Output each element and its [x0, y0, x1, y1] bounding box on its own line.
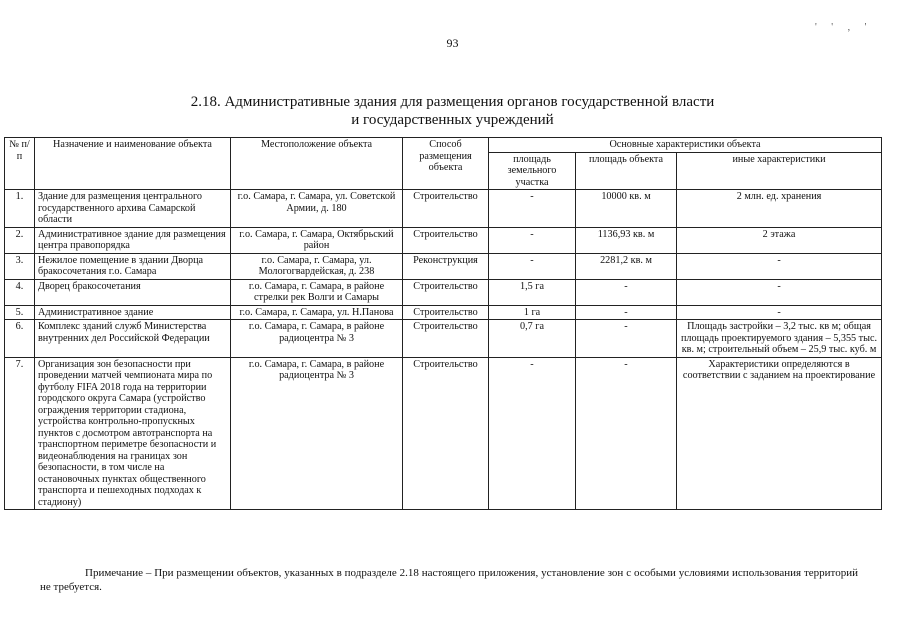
page-number: 93 [446, 36, 459, 50]
object-area: - [576, 279, 677, 305]
title-line-1: 2.18. Административные здания для размещения органов государственной власти [190, 94, 715, 110]
placement-method: Реконструкция [403, 253, 489, 279]
row-number: 6. [5, 320, 35, 358]
header-land-area: площадь земельного участка [489, 152, 576, 190]
land-area: - [489, 227, 576, 253]
row-number: 7. [5, 357, 35, 510]
objects-table [4, 137, 882, 510]
object-location: г.о. Самара, г. Самара, ул. Н.Панова [231, 305, 403, 320]
placement-method: Строительство [403, 320, 489, 358]
land-area: 0,7 га [489, 320, 576, 358]
other-characteristics: - [677, 279, 882, 305]
object-name: Дворец бракосочетания [35, 279, 231, 305]
section-title [0, 93, 905, 129]
object-name: Здание для размещения центрального государственного архива Самарской области [35, 190, 231, 228]
placement-method: Строительство [403, 190, 489, 228]
object-name: Нежилое помещение в здании Дворца бракосочетания г.о. Самара [35, 253, 231, 279]
title-line-2: и государственных учреждений [351, 112, 554, 128]
other-characteristics: Площадь застройки – 3,2 тыс. кв м; общая площадь проектируемого здания – 5,355 тыс. кв. м; строительный объем – 25,9 тыс. куб. м [677, 320, 882, 358]
object-name: Административное здание для размещения центра правопорядка [35, 227, 231, 253]
table-row [5, 357, 882, 510]
row-number: 3. [5, 253, 35, 279]
header-row-1 [5, 138, 882, 153]
placement-method: Строительство [403, 305, 489, 320]
object-location: г.о. Самара, г. Самара, Октябрьский район [231, 227, 403, 253]
row-number: 2. [5, 227, 35, 253]
placement-method: Строительство [403, 279, 489, 305]
table-row [5, 253, 882, 279]
placement-method: Строительство [403, 357, 489, 510]
table-row [5, 227, 882, 253]
object-name: Комплекс зданий служб Министерства внутренних дел Российской Федерации [35, 320, 231, 358]
land-area: - [489, 253, 576, 279]
header-name: Назначение и наименование объекта [35, 138, 231, 190]
other-characteristics: - [677, 253, 882, 279]
header-num: № п/п [5, 138, 35, 190]
land-area: - [489, 357, 576, 510]
object-area: - [576, 320, 677, 358]
object-location: г.о. Самара, г. Самара, ул. Советской Армии, д. 180 [231, 190, 403, 228]
object-location: г.о. Самара, г. Самара, в районе стрелки рек Волги и Самары [231, 279, 403, 305]
header-location: Местоположение объекта [231, 138, 403, 190]
table-row [5, 190, 882, 228]
placement-method: Строительство [403, 227, 489, 253]
header-other: иные характеристики [677, 152, 882, 190]
table-row [5, 305, 882, 320]
table-body [5, 190, 882, 510]
object-name: Административное здание [35, 305, 231, 320]
table-row [5, 320, 882, 358]
table-row [5, 279, 882, 305]
corner-marks: ' ' , ' [815, 22, 873, 33]
land-area: 1 га [489, 305, 576, 320]
object-location: г.о. Самара, г. Самара, в районе радиоцентра № 3 [231, 320, 403, 358]
row-number: 1. [5, 190, 35, 228]
other-characteristics: - [677, 305, 882, 320]
other-characteristics: 2 млн. ед. хранения [677, 190, 882, 228]
row-number: 5. [5, 305, 35, 320]
header-main-characteristics: Основные характеристики объекта [489, 138, 882, 153]
object-area: - [576, 305, 677, 320]
other-characteristics: Характеристики определяются в соответствии с заданием на проектирование [677, 357, 882, 510]
other-characteristics: 2 этажа [677, 227, 882, 253]
header-method: Способ размещения объекта [403, 138, 489, 190]
header-object-area: площадь объекта [576, 152, 677, 190]
land-area: 1,5 га [489, 279, 576, 305]
object-name: Организация зон безопасности при проведении матчей чемпионата мира по футболу FIFA 2018 года на территории городского округа Самара (устройство ограждения территории стадиона, устройства контрольно-пропускных пунктов с досмотром автотранспорта на транспортном периметре безопасности и видеонаблюдения на границах зон безопасности, в том числе на остановочных пунктах общественного транспорта и пешеходных подходах к стадиону) [35, 357, 231, 510]
object-location: г.о. Самара, г. Самара, ул. Мологогвардейская, д. 238 [231, 253, 403, 279]
object-area: 10000 кв. м [576, 190, 677, 228]
object-location: г.о. Самара, г. Самара, в районе радиоцентра № 3 [231, 357, 403, 510]
object-area: 2281,2 кв. м [576, 253, 677, 279]
land-area: - [489, 190, 576, 228]
footnote: Примечание – При размещении объектов, указанных в подразделе 2.18 настоящего приложения, установление зон с особыми условиями использования территорий не требуется. [40, 567, 858, 593]
row-number: 4. [5, 279, 35, 305]
object-area: 1136,93 кв. м [576, 227, 677, 253]
object-area: - [576, 357, 677, 510]
